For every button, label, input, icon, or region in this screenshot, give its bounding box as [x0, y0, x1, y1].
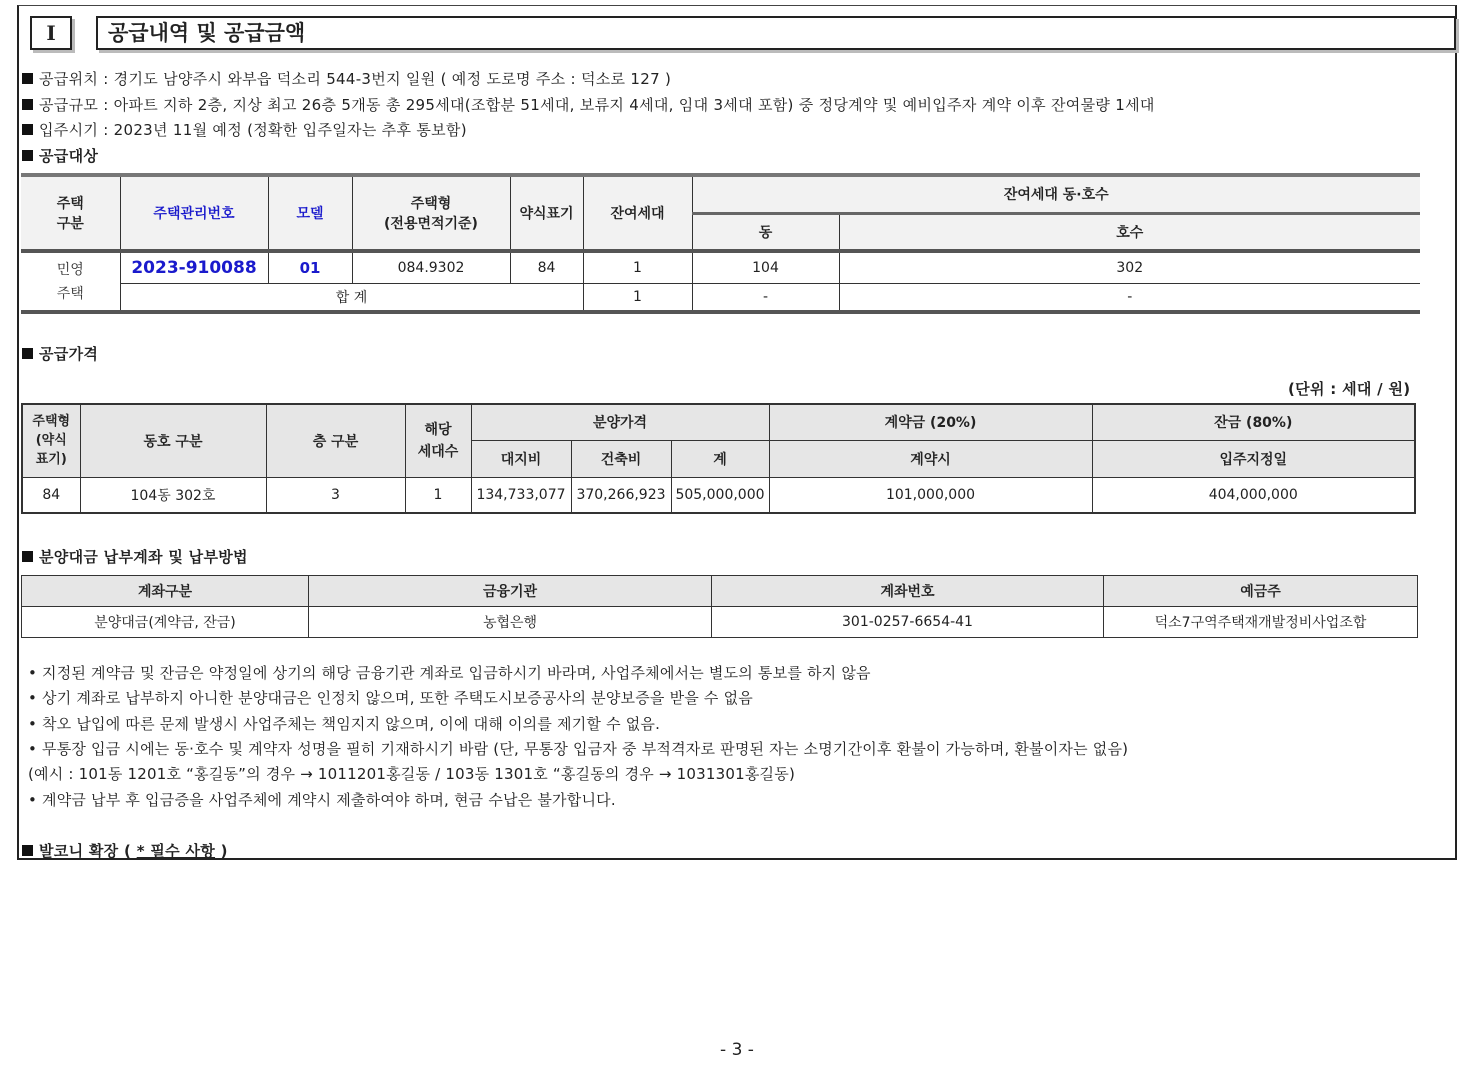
cell-account-type: 분양대금(계약금, 잔금) — [22, 607, 309, 638]
table-row — [22, 607, 1418, 638]
cell-size: 084.9302 — [352, 251, 510, 283]
col-units: 해당 세대수 — [405, 404, 471, 477]
cell-total-label: 합 계 — [120, 283, 583, 312]
cell-holder: 덕소7구역주택재개발정비사업조합 — [1104, 607, 1418, 638]
col-balance-sub: 입주지정일 — [1092, 440, 1415, 477]
cell-building: 370,266,923 — [571, 477, 671, 513]
note-item: • 계약금 납부 후 입금증을 사업주체에 계약시 제출하여야 하며, 현금 수납은 불가합니다. — [28, 791, 616, 809]
col-type: 주택형 (약식 표기) — [22, 404, 80, 477]
cell-short: 84 — [510, 251, 583, 283]
cell-sum: 505,000,000 — [671, 477, 769, 513]
col-deposit: 계약금 (20%) — [769, 404, 1092, 440]
col-remain: 잔여세대 — [583, 175, 692, 251]
heading-price: 공급가격 — [22, 343, 98, 364]
square-bullet-icon — [22, 73, 33, 84]
unit-label: (단위 : 세대 / 원) — [1288, 380, 1411, 398]
col-building: 건축비 — [571, 440, 671, 477]
note-item: • 무통장 입금 시에는 동·호수 및 계약자 성명을 필히 기재하시기 바람 (단, 무통장 입금자 중 부적격자로 판명된 자는 소명기간이후 환불이 가능하며, 환불이자는 없음) — [28, 740, 1129, 758]
section-header — [27, 13, 1457, 53]
cell-account-no: 301-0257-6654-41 — [712, 607, 1104, 638]
info-scale: 공급규모 : 아파트 지하 2층, 지상 최고 26층 5개동 총 295세대(조합분 51세대, 보류지 4세대, 임대 3세대 포함) 중 정당계약 및 예비입주자 계약 이후 잔여물량 1세대 — [22, 94, 1155, 115]
cell-total-ho: - — [839, 283, 1420, 312]
table-header-row — [22, 404, 1415, 440]
section-number-box: I — [30, 16, 72, 50]
square-bullet-icon — [22, 551, 33, 562]
col-land: 대지비 — [471, 440, 571, 477]
col-holder: 예금주 — [1104, 576, 1418, 607]
table-total-row — [21, 283, 1420, 312]
col-ho: 호수 — [839, 213, 1420, 251]
square-bullet-icon — [22, 845, 33, 856]
section-title: 공급내역 및 공급금액 — [96, 16, 1456, 50]
table-header-row — [21, 175, 1420, 213]
cell-mgmt-no: 2023-910088 — [120, 251, 268, 283]
table-row — [21, 251, 1420, 283]
table-row — [22, 477, 1415, 513]
col-balance: 잔금 (80%) — [1092, 404, 1415, 440]
price-table — [21, 403, 1416, 514]
info-location: 공급위치 : 경기도 남양주시 와부읍 덕소리 544-3번지 일원 ( 예정 도로명 주소 : 덕소로 127 ) — [22, 68, 671, 89]
account-table — [21, 575, 1418, 638]
col-remain-group: 잔여세대 동·호수 — [692, 175, 1420, 213]
cell-total-remain: 1 — [583, 283, 692, 312]
cell-dongho: 104동 302호 — [80, 477, 266, 513]
cell-deposit: 101,000,000 — [769, 477, 1092, 513]
table-header-row — [22, 576, 1418, 607]
cell-type: 민영 주택 — [21, 251, 120, 312]
col-model: 모델 — [268, 175, 352, 251]
heading-balcony: 발코니 확장 ( * 필수 사항 ) — [22, 840, 228, 861]
cell-bank: 농협은행 — [309, 607, 712, 638]
note-item: • 상기 계좌로 납부하지 아니한 분양대금은 인정치 않으며, 또한 주택도시보증공사의 분양보증을 받을 수 없음 — [28, 689, 753, 707]
square-bullet-icon — [22, 348, 33, 359]
col-dong: 동 — [692, 213, 839, 251]
col-sum: 계 — [671, 440, 769, 477]
note-example: (예시 : 101동 1201호 “홍길동”의 경우 → 1011201홍길동 / 103동 1301호 “홍길동의 경우 → 1031301홍길동) — [28, 765, 795, 783]
col-floor: 층 구분 — [266, 404, 405, 477]
col-account-type: 계좌구분 — [22, 576, 309, 607]
cell-total-dong: - — [692, 283, 839, 312]
col-mgmt-no: 주택관리번호 — [120, 175, 268, 251]
col-dongho: 동호 구분 — [80, 404, 266, 477]
cell-dong: 104 — [692, 251, 839, 283]
col-size: 주택형 (전용면적기준) — [352, 175, 510, 251]
col-sale-price: 분양가격 — [471, 404, 769, 440]
cell-ho: 302 — [839, 251, 1420, 283]
col-bank: 금융기관 — [309, 576, 712, 607]
col-short: 약식표기 — [510, 175, 583, 251]
note-item: • 지정된 계약금 및 잔금은 약정일에 상기의 해당 금융기관 계좌로 입금하시기 바라며, 사업주체에서는 별도의 통보를 하지 않음 — [28, 664, 871, 682]
note-item: • 착오 납입에 따른 문제 발생시 사업주체는 책임지지 않으며, 이에 대해 이의를 제기할 수 없음. — [28, 715, 661, 733]
col-account-no: 계좌번호 — [712, 576, 1104, 607]
square-bullet-icon — [22, 150, 33, 161]
cell-floor: 3 — [266, 477, 405, 513]
cell-model: 01 — [268, 251, 352, 283]
cell-balance: 404,000,000 — [1092, 477, 1415, 513]
col-house-type: 주택 구분 — [21, 175, 120, 251]
heading-account: 분양대금 납부계좌 및 납부방법 — [22, 546, 248, 567]
required-note: * 필수 사항 — [136, 842, 216, 860]
col-deposit-sub: 계약시 — [769, 440, 1092, 477]
page-number: - 3 - — [720, 1040, 754, 1060]
supply-target-table — [21, 173, 1420, 314]
cell-type: 84 — [22, 477, 80, 513]
cell-land: 134,733,077 — [471, 477, 571, 513]
cell-units: 1 — [405, 477, 471, 513]
heading-supply-target: 공급대상 — [22, 145, 98, 166]
cell-remain: 1 — [583, 251, 692, 283]
info-movein: 입주시기 : 2023년 11월 예정 (정확한 입주일자는 추후 통보함) — [22, 119, 467, 140]
square-bullet-icon — [22, 124, 33, 135]
square-bullet-icon — [22, 99, 33, 110]
